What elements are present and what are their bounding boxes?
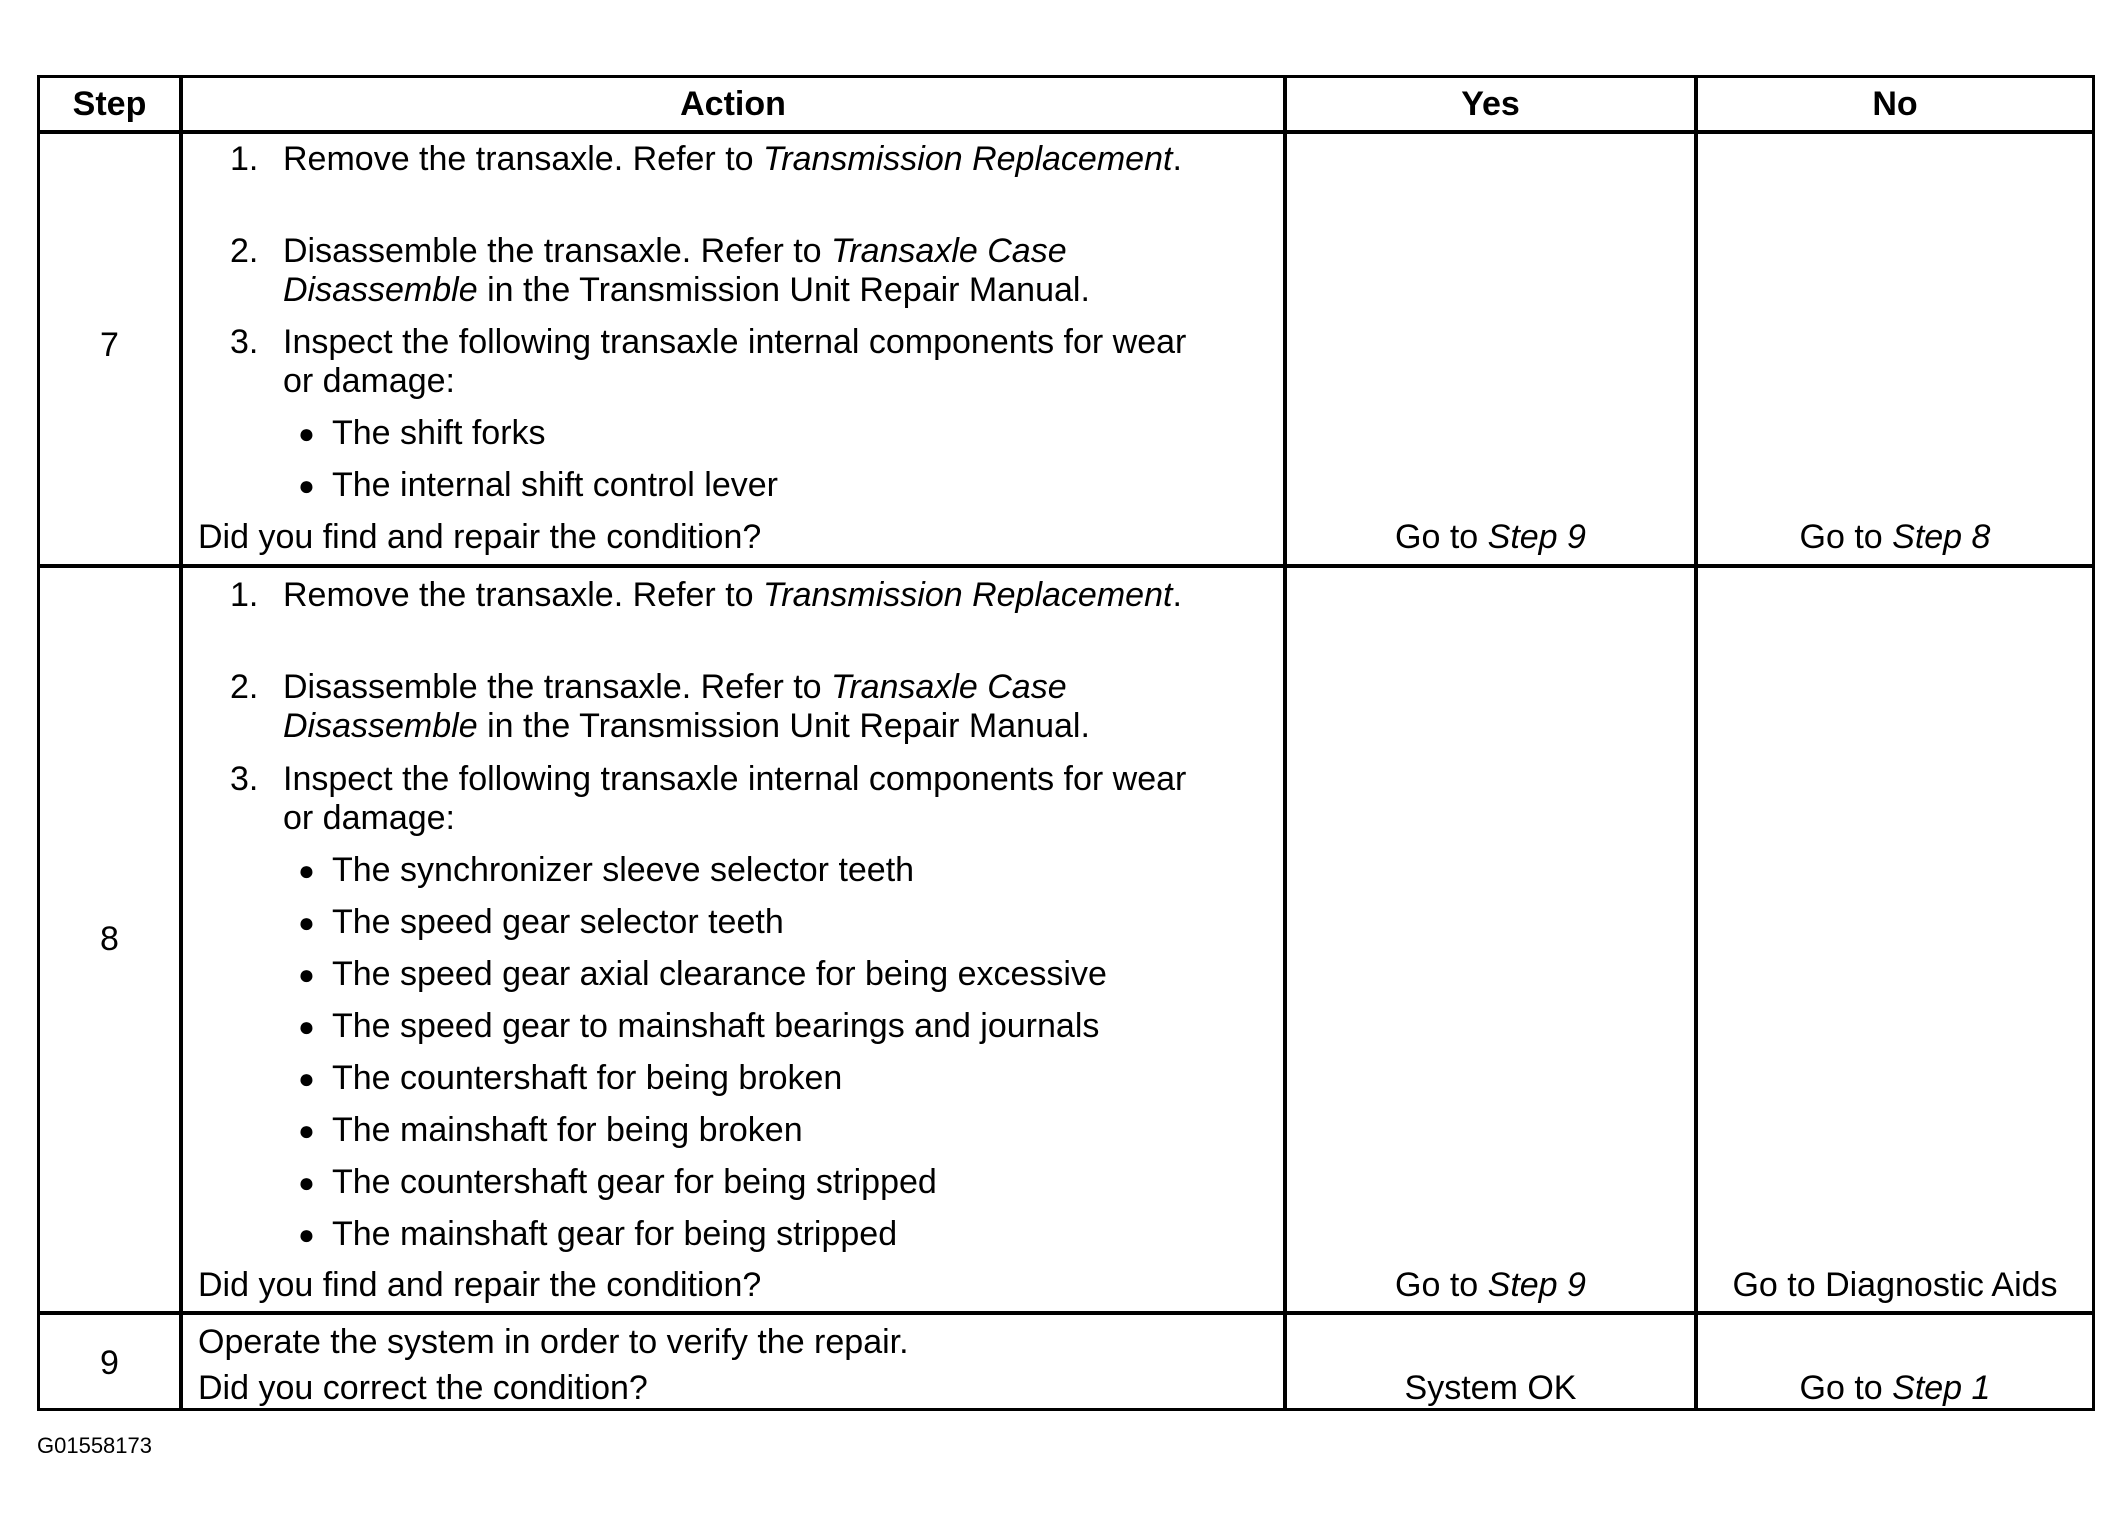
bullet-item: The synchronizer sleeve selector teeth xyxy=(332,851,915,889)
bullet-item: The mainshaft for being broken xyxy=(332,1111,803,1149)
bullet-item: The countershaft gear for being stripped xyxy=(332,1163,937,1201)
item-number: 2. xyxy=(230,232,259,270)
header-yes: Yes xyxy=(1461,84,1520,123)
action-line: Disassemble in the Transmission Unit Repair Manual. xyxy=(283,707,1090,745)
action-line: Disassemble the transaxle. Refer to Transaxle Case xyxy=(283,668,1067,706)
no-answer: Go to Diagnostic Aids xyxy=(1732,1266,2058,1304)
bullet-item: The speed gear to mainshaft bearings and journals xyxy=(332,1007,1100,1045)
question: Did you find and repair the condition? xyxy=(198,1266,762,1304)
action-line: Operate the system in order to verify the repair. xyxy=(198,1323,909,1361)
item-number: 2. xyxy=(230,668,259,706)
bullet-icon: ● xyxy=(298,855,315,886)
step-number: 8 xyxy=(100,920,119,958)
no-answer: Go to Step 1 xyxy=(1799,1369,1991,1407)
bullet-icon: ● xyxy=(298,959,315,990)
bullet-icon: ● xyxy=(298,418,315,449)
header-action: Action xyxy=(680,84,786,123)
action-line: or damage: xyxy=(283,799,455,837)
bullet-item: The internal shift control lever xyxy=(332,466,778,504)
action-line: Remove the transaxle. Refer to Transmission Replacement. xyxy=(283,576,1182,614)
question: Did you find and repair the condition? xyxy=(198,518,762,556)
action-line: Inspect the following transaxle internal components for wear xyxy=(283,760,1187,798)
item-number: 3. xyxy=(230,760,259,798)
figure-id: G01558173 xyxy=(37,1433,152,1458)
yes-answer: System OK xyxy=(1404,1369,1577,1407)
bullet-icon: ● xyxy=(298,1011,315,1042)
column-divider xyxy=(1694,78,1698,1408)
yes-answer: Go to Step 9 xyxy=(1395,518,1586,556)
action-line: Inspect the following transaxle internal components for wear xyxy=(283,323,1187,361)
bullet-item: The countershaft for being broken xyxy=(332,1059,843,1097)
item-number: 1. xyxy=(230,576,259,614)
bullet-icon: ● xyxy=(298,1115,315,1146)
bullet-item: The mainshaft gear for being stripped xyxy=(332,1215,898,1253)
bullet-item: The speed gear axial clearance for being excessive xyxy=(332,955,1107,993)
action-line: Remove the transaxle. Refer to Transmission Replacement. xyxy=(283,140,1182,178)
step-number: 7 xyxy=(100,326,119,364)
action-line: or damage: xyxy=(283,362,455,400)
action-line: Disassemble the transaxle. Refer to Transaxle Case xyxy=(283,232,1067,270)
action-line: Disassemble in the Transmission Unit Repair Manual. xyxy=(283,271,1090,309)
item-number: 1. xyxy=(230,140,259,178)
bullet-icon: ● xyxy=(298,907,315,938)
bullet-item: The speed gear selector teeth xyxy=(332,903,784,941)
column-divider xyxy=(179,78,183,1408)
yes-answer: Go to Step 9 xyxy=(1395,1266,1586,1304)
bullet-icon: ● xyxy=(298,1063,315,1094)
diagnostic-table xyxy=(37,75,2095,1411)
bullet-icon: ● xyxy=(298,1219,315,1250)
header-no: No xyxy=(1872,84,1918,123)
bullet-item: The shift forks xyxy=(332,414,546,452)
header-step: Step xyxy=(72,84,147,123)
row-divider xyxy=(40,130,2092,134)
no-answer: Go to Step 8 xyxy=(1799,518,1991,556)
item-number: 3. xyxy=(230,323,259,361)
bullet-icon: ● xyxy=(298,470,315,501)
bullet-icon: ● xyxy=(298,1167,315,1198)
question: Did you correct the condition? xyxy=(198,1369,648,1407)
column-divider xyxy=(1283,78,1287,1408)
row-divider xyxy=(40,1311,2092,1315)
row-divider xyxy=(40,564,2092,568)
step-number: 9 xyxy=(100,1344,119,1382)
